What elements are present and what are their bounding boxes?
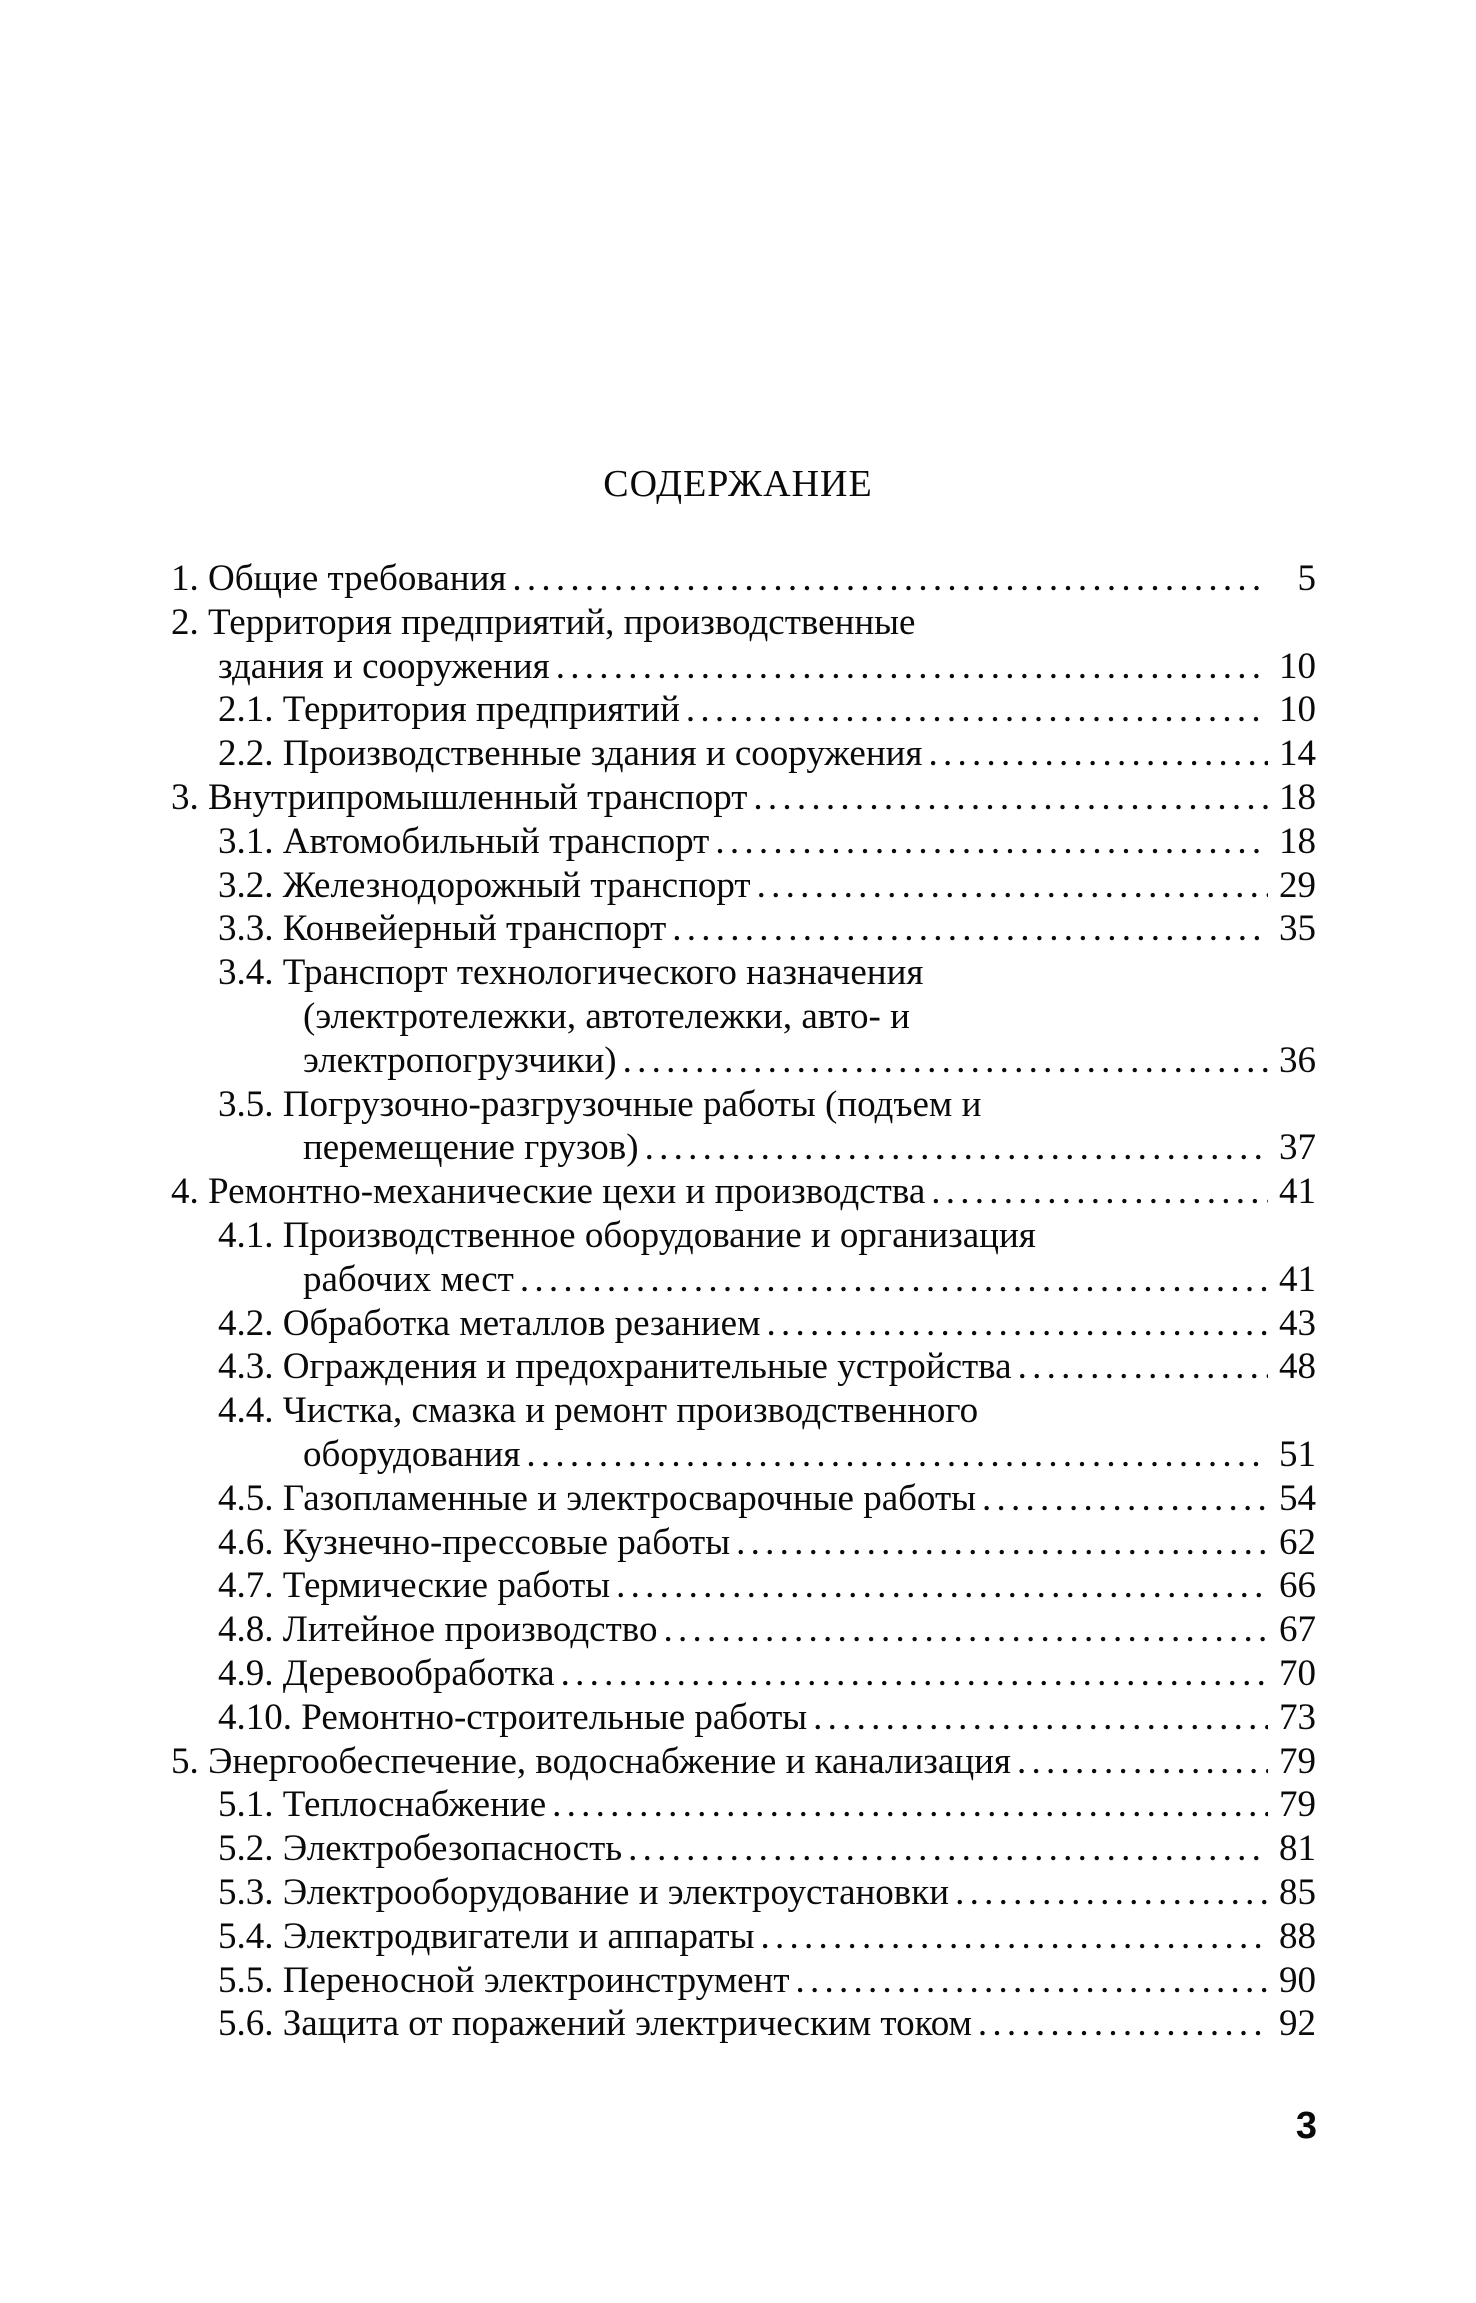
toc-entry-title: 5.6. Защита от поражений электрическим током [218,2003,972,2045]
toc-entry-title: 5. Энергообеспечение, водоснабжение и канализация [171,1740,1011,1782]
dot-leader [753,776,1268,820]
toc-entry-title: (электротележки, автотележки, авто- и [303,995,910,1037]
dot-leader [526,1433,1268,1477]
toc-entry-title: 1. Общие требования [171,558,507,599]
toc-entry-title: 4.9. Деревообработка [218,1652,555,1694]
toc-entry [171,1389,1316,1433]
dot-leader [520,1258,1268,1302]
toc-entry-title: 4.7. Термические работы [218,1565,611,1607]
toc-entry [171,1083,1316,1127]
toc-entry-page: 43 [1279,1302,1316,1344]
toc-entry-title: оборудования [303,1433,521,1475]
dot-leader [552,1783,1268,1827]
toc-entry [171,951,1316,995]
toc-entry-page: 79 [1279,1740,1316,1782]
dot-leader [672,907,1268,951]
toc-entry [171,1696,1316,1740]
toc-entry [171,1915,1316,1959]
toc-entry [171,995,1316,1039]
toc-entry-title: здания и сооружения [218,645,550,687]
toc-entry [171,1564,1316,1608]
dot-leader [628,1827,1268,1871]
dot-leader [736,1521,1268,1565]
page-number: 3 [1295,2105,1317,2147]
toc-entry [171,1477,1316,1521]
dot-leader [512,557,1268,601]
toc-entry-title: 4.1. Производственное оборудование и организация [218,1214,1036,1256]
dot-leader [556,645,1268,689]
dot-leader [978,2002,1268,2046]
toc-entry [171,1302,1316,1346]
toc-entry-title: 4.6. Кузнечно-прессовые работы [218,1521,731,1563]
toc-entry-page: 41 [1279,1171,1316,1213]
toc-entry [171,907,1316,951]
dot-leader [1018,1345,1268,1389]
toc-entry-title: 3.5. Погрузочно-разгрузочные работы (подъем и [218,1083,982,1125]
toc-entry [171,1608,1316,1652]
page-title: СОДЕРЖАНИЕ [603,463,873,505]
toc-entry-title: 4.4. Чистка, смазка и ремонт производственного [218,1390,979,1432]
toc-entry-title: 3.2. Железнодорожный транспорт [218,864,751,906]
dot-leader [928,732,1268,776]
toc-entry-page: 66 [1279,1565,1316,1607]
toc-entry [171,1170,1316,1214]
toc-entry [171,601,1316,645]
toc-entry-title: 4. Ремонтно-механические цехи и производства [171,1171,926,1213]
toc-entry-page: 85 [1279,1871,1316,1913]
toc-entry-page: 48 [1279,1346,1316,1388]
toc-entry-title: 5.1. Теплоснабжение [218,1784,547,1826]
toc-entry-page: 41 [1279,1258,1316,1300]
toc-entry-title: 4.3. Ограждения и предохранительные устройства [218,1346,1012,1388]
toc-entry-page: 18 [1279,820,1316,862]
toc-entry-title: 3. Внутрипромышленный транспорт [171,776,748,818]
dot-leader [561,1652,1268,1696]
toc-entry-page: 62 [1279,1521,1316,1563]
dot-leader [760,1915,1268,1959]
toc-entry-title: рабочих мест [303,1258,514,1300]
toc-entry-title: электропогрузчики) [303,1039,617,1081]
toc-entry-page: 36 [1279,1039,1316,1081]
toc-entry [171,1871,1316,1915]
toc-entry-title: 5.5. Переносной электроинструмент [218,1959,790,2001]
dot-leader [715,820,1268,864]
toc-entry-title: 3.1. Автомобильный транспорт [218,820,710,862]
toc-entry-page: 18 [1279,776,1316,818]
toc-entry-page: 67 [1279,1609,1316,1651]
toc-entry [171,1433,1316,1477]
toc-entry-title: перемещение грузов) [303,1127,639,1169]
toc-entry-title: 5.3. Электрооборудование и электроустановки [218,1871,950,1913]
toc-entry-title: 2. Территория предприятий, производственные [171,601,916,643]
toc-entry [171,1652,1316,1696]
toc-entry [171,1740,1316,1784]
toc-entry [171,820,1316,864]
toc-entry [171,2002,1316,2046]
toc-entry-page: 10 [1279,689,1316,731]
toc-entry [171,1959,1316,2003]
toc-entry-title: 4.10. Ремонтно-строительные работы [218,1696,808,1738]
dot-leader [931,1170,1268,1214]
toc-entry-page: 88 [1279,1915,1316,1957]
toc-entry-page: 81 [1279,1828,1316,1870]
toc-entry [171,1126,1316,1170]
toc-entry-page: 5 [1297,558,1316,599]
dot-leader [645,1126,1268,1170]
toc-entry-page: 10 [1279,645,1316,687]
toc-entry [171,1827,1316,1871]
toc-entry-title: 3.3. Конвейерный транспорт [218,908,667,950]
dot-leader [616,1564,1268,1608]
dot-leader [982,1477,1268,1521]
dot-leader [767,1302,1268,1346]
toc-entry-title: 4.5. Газопламенные и электросварочные работы [218,1477,976,1519]
dot-leader [686,688,1268,732]
toc-entry [171,1783,1316,1827]
toc-entry-title: 2.1. Территория предприятий [218,689,680,731]
toc-entry-title: 2.2. Производственные здания и сооружения [218,733,923,775]
toc-entry [171,776,1316,820]
toc-entry-page: 29 [1279,864,1316,906]
toc-entry [171,645,1316,689]
toc-entry-page: 51 [1279,1433,1316,1475]
dot-leader [757,864,1268,908]
dot-leader [796,1959,1269,2003]
toc-entry [171,732,1316,776]
toc-entry-title: 5.4. Электродвигатели и аппараты [218,1915,755,1957]
dot-leader [955,1871,1268,1915]
dot-leader [663,1608,1268,1652]
toc-entry-page: 14 [1279,733,1316,775]
toc-entry [171,864,1316,908]
toc-entry-page: 79 [1279,1784,1316,1826]
toc-entry-page: 90 [1279,1959,1316,2001]
toc-entry-title: 5.2. Электробезопасность [218,1828,623,1870]
toc-entry-page: 37 [1279,1127,1316,1169]
toc-entry-title: 4.8. Литейное производство [218,1609,658,1651]
toc-entry-page: 54 [1279,1477,1316,1519]
toc-entry-page: 70 [1279,1652,1316,1694]
table-of-contents [171,557,1316,2046]
dot-leader [813,1696,1268,1740]
toc-entry [171,1258,1316,1302]
dot-leader [623,1039,1268,1083]
dot-leader [1017,1740,1268,1784]
toc-entry [171,1039,1316,1083]
toc-entry [171,1214,1316,1258]
toc-entry-page: 92 [1279,2003,1316,2045]
toc-entry [171,1521,1316,1565]
toc-entry-page: 73 [1279,1696,1316,1738]
toc-entry [171,557,1316,601]
toc-entry-title: 3.4. Транспорт технологического назначения [218,952,924,994]
toc-entry [171,1345,1316,1389]
toc-entry-title: 4.2. Обработка металлов резанием [218,1302,761,1344]
toc-entry [171,688,1316,732]
toc-entry-page: 35 [1279,908,1316,950]
